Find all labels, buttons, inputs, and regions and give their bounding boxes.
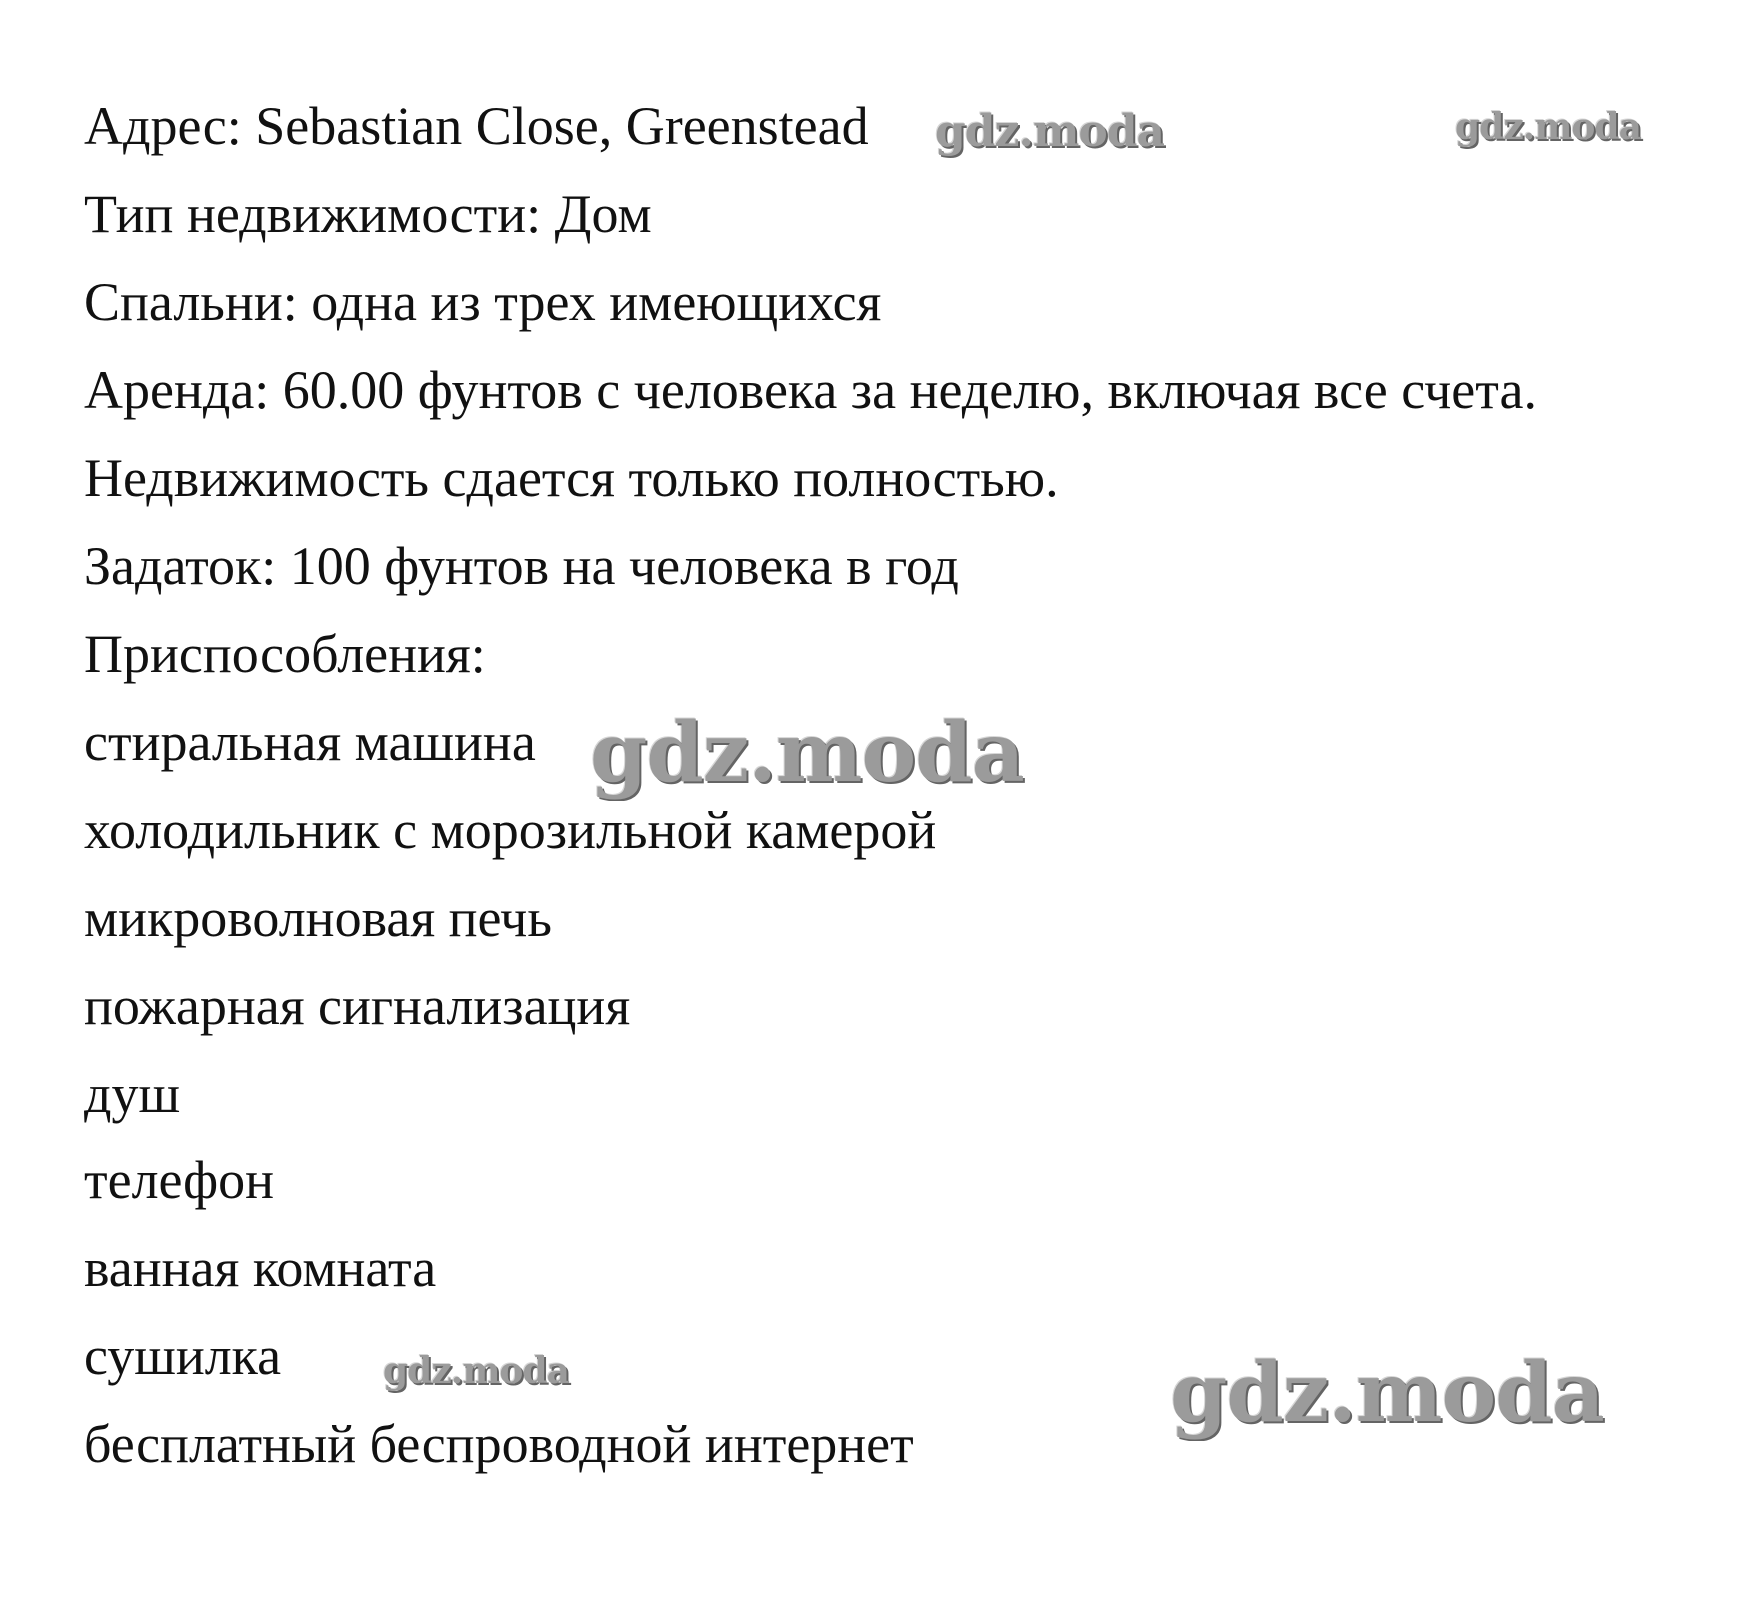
address-line: Адрес: Sebastian Close, Greenstead — [84, 96, 869, 156]
watermark: gdz.moda — [590, 705, 1024, 801]
watermark: gdz.moda — [383, 1350, 569, 1392]
facility-item: душ — [84, 1064, 181, 1124]
rent-line: Аренда: 60.00 фунтов с человека за неделю, включая все счета. — [84, 360, 1537, 420]
facility-item: сушилка — [84, 1326, 282, 1386]
facility-item: стиральная машина — [84, 712, 536, 772]
facility-item: пожарная сигнализация — [84, 976, 631, 1036]
letting-line: Недвижимость сдается только полностью. — [84, 448, 1059, 508]
facility-item: телефон — [84, 1150, 275, 1210]
watermark: gdz.moda — [1170, 1345, 1604, 1441]
bedrooms-line: Спальни: одна из трех имеющихся — [84, 272, 882, 332]
facilities-heading: Приспособления: — [84, 624, 486, 684]
property-type-line: Тип недвижимости: Дом — [84, 184, 652, 244]
facility-item: холодильник с морозильной камерой — [84, 800, 937, 860]
watermark: gdz.moda — [1455, 106, 1641, 148]
watermark: gdz.moda — [935, 106, 1165, 157]
facility-item: ванная комната — [84, 1238, 437, 1298]
facility-item: микроволновая печь — [84, 888, 552, 948]
deposit-line: Задаток: 100 фунтов на человека в год — [84, 536, 959, 596]
facility-item: бесплатный беспроводной интернет — [84, 1414, 914, 1474]
